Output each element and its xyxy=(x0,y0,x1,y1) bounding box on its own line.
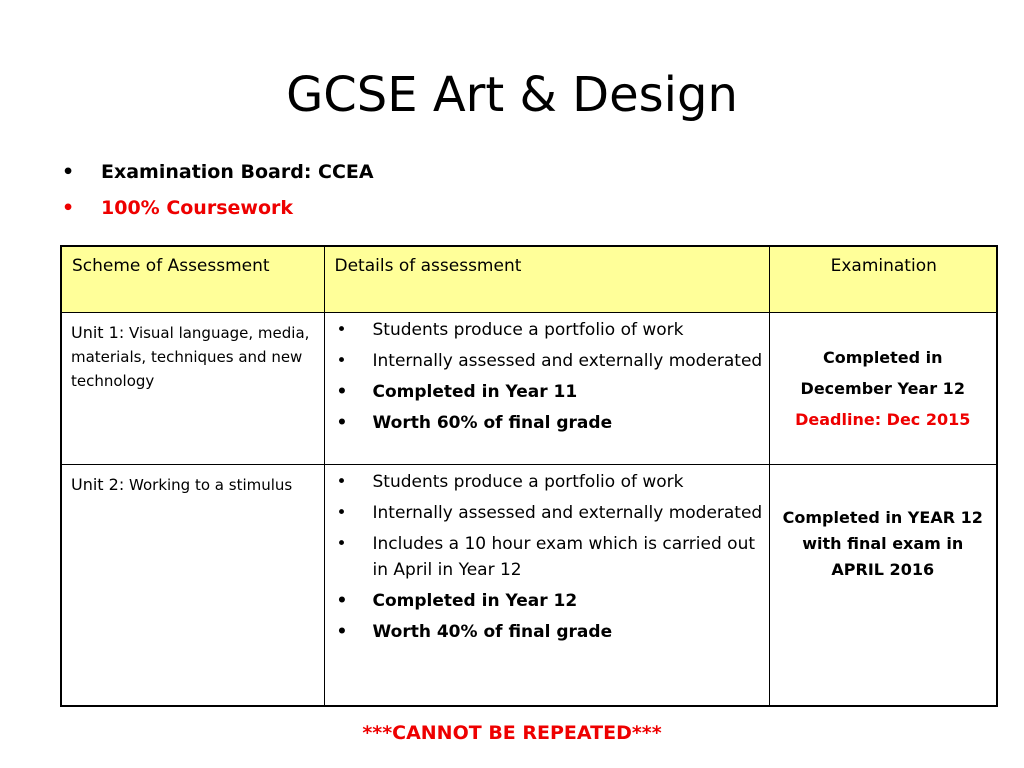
header-scheme: Scheme of Assessment xyxy=(61,246,324,312)
bullet-icon: • xyxy=(336,319,347,340)
list-item: • Worth 60% of final grade xyxy=(335,410,763,436)
bullet-icon: • xyxy=(62,197,75,219)
bullet-icon: • xyxy=(62,161,75,183)
unit-label: Unit 1: xyxy=(71,322,125,342)
bullet-icon: • xyxy=(336,381,348,402)
bullet-icon: • xyxy=(336,502,347,523)
table-header-row xyxy=(61,246,997,312)
list-item: • Completed in Year 11 xyxy=(335,379,763,405)
examination-cell xyxy=(769,312,997,464)
bullet-exam-board xyxy=(60,155,374,191)
examination-cell xyxy=(769,464,997,706)
header-details: Details of assessment xyxy=(324,246,769,312)
bullet-text: 100% Coursework xyxy=(101,197,294,219)
list-item: • Worth 40% of final grade xyxy=(335,619,763,645)
header-examination: Examination xyxy=(769,246,997,312)
intro-bullet-list xyxy=(60,155,374,227)
bullet-icon: • xyxy=(336,471,347,492)
details-cell xyxy=(324,312,769,464)
scheme-cell xyxy=(61,464,324,706)
list-item: • Internally assessed and externally moderated xyxy=(335,500,763,526)
list-item: • Completed in Year 12 xyxy=(335,588,763,614)
unit-description: Working to a stimulus xyxy=(129,475,293,494)
exam-line-2: December Year 12 xyxy=(800,378,965,398)
list-item: • Includes a 10 hour exam which is carried out in April in Year 12 xyxy=(335,531,763,583)
table-row-unit-2 xyxy=(61,464,997,706)
details-list xyxy=(335,317,763,436)
bullet-text: Examination Board: CCEA xyxy=(101,161,374,183)
details-list xyxy=(335,469,763,645)
exam-text: Completed in YEAR 12 with final exam in APRIL 2016 xyxy=(782,507,983,579)
unit-description: Visual language, media, materials, techniques and new technology xyxy=(71,323,310,390)
bullet-icon: • xyxy=(336,412,348,433)
slide-title: GCSE Art & Design xyxy=(286,67,738,123)
list-item: • Internally assessed and externally moderated xyxy=(335,348,763,374)
bullet-icon: • xyxy=(336,350,347,371)
bullet-coursework xyxy=(60,191,374,227)
list-item: • Students produce a portfolio of work xyxy=(335,317,763,343)
table-row-unit-1 xyxy=(61,312,997,464)
exam-line-1: Completed in xyxy=(822,347,943,367)
bullet-icon: • xyxy=(336,533,347,554)
unit-label: Unit 2: xyxy=(71,474,125,494)
list-item: • Students produce a portfolio of work xyxy=(335,469,763,495)
footer-warning: ***CANNOT BE REPEATED*** xyxy=(362,722,662,744)
details-cell xyxy=(324,464,769,706)
exam-deadline: Deadline: Dec 2015 xyxy=(795,409,971,429)
bullet-icon: • xyxy=(336,590,348,611)
bullet-icon: • xyxy=(336,621,348,642)
scheme-cell xyxy=(61,312,324,464)
assessment-table xyxy=(60,245,998,707)
